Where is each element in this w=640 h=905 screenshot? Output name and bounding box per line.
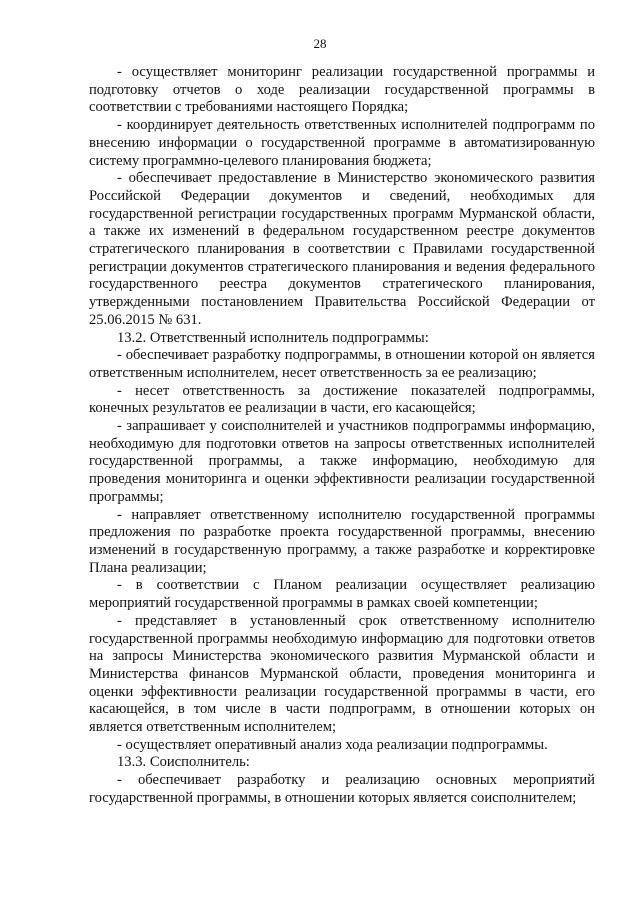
section-heading: 13.2. Ответственный исполнитель подпрограммы: bbox=[117, 329, 429, 346]
paragraph: - осуществляет оперативный анализ хода реализации подпрограммы. bbox=[117, 736, 548, 753]
paragraph: - координирует деятельность ответственных исполнителей подпрограмм по внесению информации о государственной программе в автоматизированную систему программно-целевого планирования бюджета; bbox=[89, 117, 595, 169]
paragraph: - несет ответственность за достижение показателей подпрограммы, конечных результатов ее реализации в части, его касающейся; bbox=[89, 382, 595, 417]
section-heading: 13.3. Соисполнитель: bbox=[117, 754, 250, 771]
paragraph: - запрашивает у соисполнителей и участников подпрограммы информацию, необходимую для подготовки ответов на запросы ответственных исполнителей государственной программы, а также информацию, необходимую для проведения мониторинга и оценки эффективности реализации государственной программы; bbox=[89, 418, 595, 505]
paragraph: - осуществляет мониторинг реализации государственной программы и подготовку отчетов о ходе реализации государственной программы в соответствии с требованиями настоящего Порядка; bbox=[89, 64, 595, 116]
paragraph: - обеспечивает разработку и реализацию основных мероприятий государственной программы, в отношении которых является соисполнителем; bbox=[89, 772, 595, 806]
paragraph: - направляет ответственному исполнителю государственной программы предложения по разработке проекта государственной программы, внесению изменений в государственную программу, а также разработке и корректировке Плана реализации; bbox=[89, 506, 595, 576]
paragraph: - обеспечивает разработку подпрограммы, в отношении которой он является ответственным исполнителем, несет ответственность за ее реализацию; bbox=[89, 347, 595, 381]
paragraph: - обеспечивает предоставление в Министерство экономического развития Российской Федерации документов и сведений, необходимых для государственной регистрации государственных программ Мурманской области, а также их изменений в федеральном государственном реестре документов стратегического планирования в соответствии с Правилами государственной регистрации документов стратегического планирования и ведения федерального государственного реестра документов стратегического планирования, утвержденными постановлением Правительства Российской Федерации от 25.06.2015 № 631. bbox=[89, 170, 595, 328]
document-body bbox=[89, 64, 595, 808]
paragraph: - представляет в установленный срок ответственному исполнителю государственной программы необходимую информацию для подготовки ответов на запросы Министерства экономического развития Мурманской области и Министерства финансов Мурманской области, проведения мониторинга и оценки эффективности реализации государственной программы в части, его касающейся, в том числе в части подпрограмм, в отношении которых он является ответственным исполнителем; bbox=[89, 612, 595, 736]
page-number: 28 bbox=[313, 36, 327, 51]
paragraph: - в соответствии с Планом реализации осуществляет реализацию мероприятий государственной программы в рамках своей компетенции; bbox=[89, 577, 595, 612]
